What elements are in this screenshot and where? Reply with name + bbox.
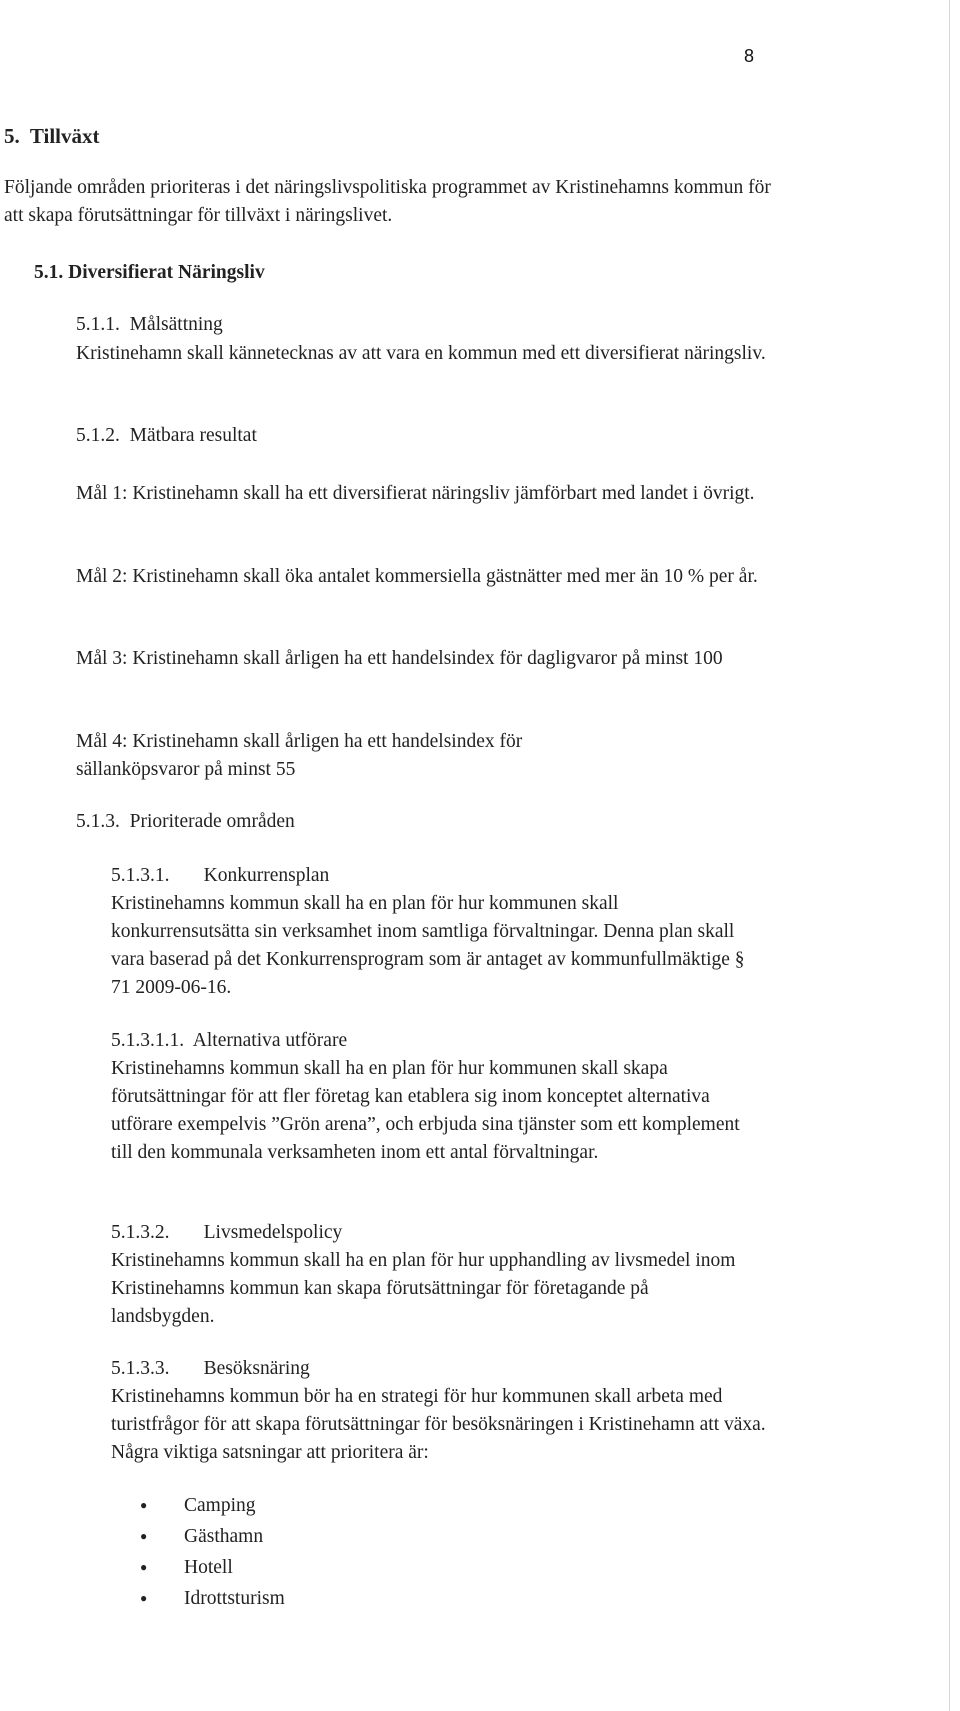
goal-4: Mål 4: Kristinehamn skall årligen ha ett handelsindex för sällanköpsvaror på minst 55 [76,731,523,780]
livsmedel-heading: 5.1.3.2. Livsmedelspolicy [111,1222,343,1243]
priority-item-hotell: ● Hotell [140,1552,285,1583]
goal-1: Mål 1: Kristinehamn skall ha ett diversifierat näringsliv jämförbart med landet i övrigt. [76,483,755,504]
intro-paragraph: Följande områden prioriteras i det näringslivspolitiska programmet av Kristinehamns kommun för att skapa förutsättningar för tillväxt i näringslivet. [4,177,771,226]
konkurrensplan-heading: 5.1.3.1. Konkurrensplan [111,865,330,886]
besok-body: Kristinehamns kommun bör ha en strategi för hur kommunen skall arbeta med turistfrågor för att skapa förutsättningar för besöksnäringen i Kristinehamn att växa. Några viktiga satsningar att prioritera är: [111,1386,766,1463]
matbara-heading: 5.1.2. Mätbara resultat [76,425,257,446]
priority-item-gasthamn: ● Gästhamn [140,1521,285,1552]
malsattning-body: Kristinehamn skall kännetecknas av att vara en kommun med ett diversifierat näringsliv. [76,343,766,364]
goal-3: Mål 3: Kristinehamn skall årligen ha ett handelsindex för dagligvaror på minst 100 [76,648,723,669]
malsattning-heading: 5.1.1. Målsättning [76,314,223,335]
priority-item-camping: ● Camping [140,1490,285,1521]
alternativa-body: Kristinehamns kommun skall ha en plan för hur kommunen skall skapa förutsättningar för att fler företag kan etablera sig inom konceptet alternativa utförare exempelvis ”Grön arena”, och erbjuda sina tjänster som ett komplement till den kommunala verksamheten inom ett antal förvaltningar. [111,1058,740,1163]
page-number: 8 [744,46,755,66]
konkurrensplan-body: Kristinehamns kommun skall ha en plan för hur kommunen skall konkurrensutsätta sin verksamhet inom samtliga förvaltningar. Denna plan skall vara baserad på det Konkurrensprogram som är antaget av kommunfullmäktige § 71 2009-06-16. [111,893,745,998]
section-heading: 5. Tillväxt [4,124,100,148]
priority-item-idrottsturism: ● Idrottsturism [140,1583,285,1614]
livsmedel-body: Kristinehamns kommun skall ha en plan för hur upphandling av livsmedel inom Kristinehamns kommun kan skapa förutsättningar för företagande på landsbygden. [111,1250,736,1327]
prioriterade-heading: 5.1.3. Prioriterade områden [76,811,295,832]
priority-list [140,1490,285,1614]
besok-heading: 5.1.3.3. Besöksnäring [111,1358,310,1379]
page-edge-line [949,0,950,1711]
alternativa-heading: 5.1.3.1.1. Alternativa utförare [111,1030,348,1051]
goal-2: Mål 2: Kristinehamn skall öka antalet kommersiella gästnätter med mer än 10 % per år. [76,566,758,587]
subsection-heading: 5.1. Diversifierat Näringsliv [34,262,265,283]
